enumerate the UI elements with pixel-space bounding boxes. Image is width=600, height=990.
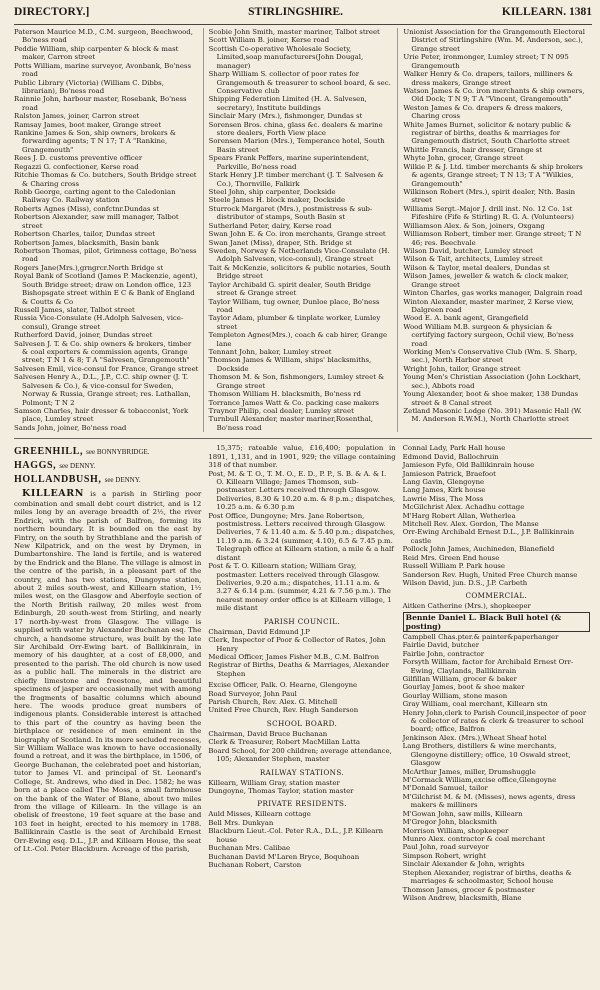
resident-entry: Wilson David, jun. D.S., J.P. Carbeth [402,579,528,587]
killearn-text: is a parish in Stirling poor combination and small debt court district, and is 12 miles long by an average breadth of 2½, the river Endrick, with the parish of Balfron, forming its northern boundary. It is bounded on the east by Fintry, on the south by Strathblane and the parish of New Kilpatrick, and on the west by Drymen, in Dumbartonshire. The land is fertile, and is watered by the Endrick and the Blane. The village is almost in the centre of the parish, in a pleasant part of the country, and has two stations, Dungoyne station, about 2 miles south-west, and Killearn station, 1½ miles west, on the Glasgow and Aberfoyle section of the North British railway, 20 miles west from Edinburgh, 20 south-west from Stirling, and nearly 17 north-by-west from Glasgow. The village is supplied with water by Alexander Buchanan esq. The church, a handsome structure, was built by the late Sir Archibald Orr-Ewing bart. of Ballikinrain, in memory of his daughter, at a cost of £8,000, and presented to the parish. The old church is now used as a public hall. The minerals in the district are chiefly limestone and freestone, and beautiful specimens of jasper are occasionally met with among the fragments of basaltic columns which abound here. The woods produce great numbers of indigenous plants. Considerable interest is attached to this part of the country as having been the birthplace or residence of men eminent in the biography of Scotland. In its more secluded recesses, Sir William Wallace was known to have occasionally found a retreat, and it was the birthplace, in 1506, of George Buchanan, the celebrated poet and historian, tutor to James VI. and principal of St. Leonard's College, St. Andrews, who died in Dec. 1582; he was born at a place called The Moss, a small farmhouse on the bank of the Water of Blane, about two miles from the village of Killearn. In the village is an obelisk of freestone, 19 feet square at the base and 103 feet in height, erected to his memory in 1788. Ballikinrain Castle is the seat of Archibald Ernest Orr-Ewing esq. D.L., J.P. and Killearn House, the seat of Lt.-Col. Peter Blackburn. Acreage of the parish, [14,490,202,854]
directory-entry: Young Men's Christian Association (John Lockhart, sec.), Abbots road [403,373,581,390]
directory-entry: Salvesen Henry A., D.L., J.P., C.C. ship owner (J. T. Salvesen & Co.), & vice-consul for Sweden, Norway & Russia, Grange street; res. Lathallan, Polmont; T N 2 [14,373,191,407]
directory-entry: Watson James & Co. iron merchants & ship owners, Old Dock; T N 9; T A "Vincent, Grangemouth" [403,86,585,104]
directory-entry: Sharp William S. collector of poor rates for Grangemouth & treasurer to school board, & sec. Conservative club [208,70,391,95]
railway-entry: Killearn, William Gray, station master [208,778,340,787]
directory-entry: Wood William M.B. surgeon & physician & certifying factory surgeon, Ochil view, Bo'ness road [403,322,574,348]
place-name: HOLLANDBUSH, [14,474,105,486]
commercial-entry: Fairlie John, contractor [402,649,485,658]
place-name: GREENHILL, [14,446,87,458]
railway-entry: Dungoyne, Thomas Taylor, station master [208,787,354,796]
directory-entry: Salvesen J. T. & Co. ship owners & brokers, timber & coal exporters & commission agents, Grange street; T N 1 & 8; T A "Salvesen, Grangemouth" [14,339,192,365]
see-reference [14,446,201,457]
council-entry: Chairman, David Edmund J.P [208,627,310,636]
directory-entry: Sorensen Bros. china, glass &c. dealers & marine store dealers, Forth View place [208,120,383,138]
directory-entry: Sorensen Marion (Mrs.), Temperance hotel, South Basin street [208,137,385,154]
directory-entry: Rogers Jane(Mrs.),grngrcr.North Bridge st [14,263,164,272]
directory-entry: Williams Sergt.-Major J. drill inst. No. 12 Co. 1st Fifeshire (Fife & Stirling) R. G. A. (Volunteers) [403,204,574,222]
directory-entry: Steel John, ship carpenter, Dockside [208,188,336,197]
commercial-entry: Gray William, coal merchant, Killearn stn [402,700,548,709]
parish-council-heading: PARISH COUNCIL. [263,616,341,626]
directory-entry: Ritchie Thomas & Co. butchers, South Bridge street & Charing cross [14,171,197,188]
directory-entry: Weston James & Co. drapers & dress makers, Charing cross [403,103,563,121]
directory-entry: Tennant John, baker, Lumley street [208,348,332,357]
council-entry: Registrar of Births, Deaths & Marriages, Alexander Stephen [208,661,389,678]
killearn-section [14,444,592,902]
directory-entry: Rees J. D. customs preventive officer [14,154,143,163]
directory-entry: Rainnie John, harbour master, Rosebank, Bo'ness road [14,95,187,112]
council-entry: Medical Officer, James Fisher M.B., C.M. Balfron [208,652,380,661]
commercial-entry: Morrison William, shopkeeper [402,826,509,835]
directory-entry: Taylor William, tug owner, Dunloe place, Bo'ness road [208,297,380,314]
directory-entry: Potts William, marine surveyor, Avonbank, Bo'ness road [14,61,191,79]
official-entry: Road Surveyor, John Paul [208,689,297,698]
resident-entry: Sanderson Rev. Hugh, United Free Church manse [402,570,578,579]
directory-entry: Whittle Francis, hair dresser, Grange st [403,145,543,154]
directory-entry: Steele James H. block maker, Dockside [208,196,346,205]
see-text: see DENNY. [104,476,141,485]
directory-entry: Whyte John, grocer, Grange street [403,154,524,163]
see-reference [14,460,201,471]
commercial-entry: Wilson Andrew, blacksmith, Blane [402,893,522,902]
directory-entry: Sands John, joiner, Bo'ness road [14,423,127,432]
commercial-entry: Thomson James, grocer & postmaster [402,885,535,894]
directory-entry: Wilson David, butcher, Lumley street [403,246,533,255]
directory-entry: Sturrock Margaret (Mrs.), postmistress & sub-distributor of stamps, South Basin st [208,204,373,222]
listing-column-1 [14,28,204,432]
directory-entry: Wilson & Taylor, metal dealers, Dundas st [403,263,550,272]
directory-entry: Royal Bank of Scotland (James P. Mackenzie, agent), South Bridge street; draw on London office, 123 Bishopsgate street within E C & Bank of England & Coutts & Co [14,272,198,306]
directory-entry: Sinclair Mary (Mrs.), fishmonger, Dundas st [208,112,363,121]
page-header [14,6,592,22]
resident-entry: Reid Mrs. Green End house [402,553,500,562]
resident-entry: Pollock John James, Auchineden, Blanefield [402,545,555,554]
resident-entry: Lang James, Kirk house [402,486,486,495]
resident-entry: Edmond David, Ballochruin [402,452,499,461]
see-reference [14,474,201,485]
directory-entry: Winton Alexander, master mariner, 2 Kerse view, Dalgreen road [403,297,574,314]
killearn-column-3 [403,444,592,902]
directory-entry: Wilson & Tait, architects, Lumley street [403,255,543,264]
resident-entry: Orr-Ewing Archibald Ernest D.L., J.P. Ballikinrain castle [402,528,575,545]
header-rule [14,24,592,25]
listing-column-2 [209,28,399,432]
private-residents-continued [403,444,590,587]
private-residents-heading: PRIVATE RESIDENTS. [257,799,347,809]
directory-entry: Thomson William H. blacksmith, Bo'ness rd [208,390,361,399]
directory-entry: Wilson James, jeweller & watch & clock maker, Grange street [403,272,569,289]
commercial-entry: Aitken Catherine (Mrs.), shopkeeper [402,602,531,611]
commercial-entry: Jenkinson Alex. (Mrs.),Wheat Sheaf hotel [402,733,547,742]
commercial-entry: Gourlay James, boot & shoe maker [402,683,525,692]
commercial-entry: M'Gowan John, saw mills, Killearn [402,809,523,818]
population-text: 15,375; rateable value, £16,400; population in 1891, 1,131, and in 1901, 929; the village containing 318 of that number. [208,444,396,470]
commercial-entry: Lang Brothers, distillers & wine merchants, Glengoyne distillery; office, 10 Oswald street, Glasgow [402,742,571,768]
directory-entry: Tait & McKenzie, solicitors & public notaries, South Bridge street [208,263,391,281]
directory-entry: Sweden, Norway & Netherlands Vice-Consulate (H. Adolph Salvesen, vice-consul), Grange street [208,246,390,264]
resident-entry: Jamieson Fyfe, Old Ballikinrain house [402,461,535,470]
header-right: KILLEARN. 1381 [501,6,592,18]
resident-entry: Lang Gavin, Glengoyne [402,477,485,486]
directory-entry: Robertson Charles, tailor, Dundas street [14,230,156,239]
directory-entry: Wilkinson Robert (Mrs.), spirit dealer, Nth. Basin street [403,188,576,205]
directory-entry: Robertson Alexander, saw mill manager, Talbot street [14,213,179,230]
commercial-entry: Paul John, road surveyor [402,843,489,852]
resident-entry: Mitchell Rev. Alex. Gordon, The Manse [402,520,539,529]
resident-entry: Bell Mrs. Dunkyan [208,818,274,827]
official-entry: Parish Church, Rev. Alex. G. Mitchell [208,698,338,707]
directory-entry: Paterson Maurice M.D., C.M. surgeon, Beechwood, Bo'ness road [14,28,193,45]
private-residents-list [208,810,395,869]
resident-entry: Auld Misses, Killearn cottage [208,810,311,819]
directory-entry: Young Alexander, boot & shoe maker, 138 Dundas street & 8 Canal street [403,390,579,407]
school-board-heading: SCHOOL BOARD. [266,718,338,728]
resident-entry: Buchanan Mrs. Calibae [208,844,291,853]
directory-entry: Williamson Robert, timber mer. Grange street; T N 46; res. Beechvale [403,230,582,247]
directory-entry: Taylor Adam, plumber & tinplate worker, Lumley street [208,314,381,331]
directory-entry: Scott William B. joiner, Kerse road [208,36,330,45]
grangemouth-listing [14,28,592,432]
see-text: see DENNY. [59,462,96,471]
directory-entry: Thomson M. & Son, fishmongers, Lumley street & Grange street [208,373,385,390]
directory-entry: Robb George, carting agent to the Caledonian Railway Co. Railway station [14,188,176,205]
directory-entry: Swan John E. & Co. iron merchants, Grange street [208,230,386,239]
directory-entry: White James Burnet, solicitor & notary public & registrar of births, deaths & marriages for Grangemouth district, South Charlotte street [403,120,572,146]
directory-entry: Shipping Federation Limited (H. A. Salvesen, secretary), Institute buildings [208,95,367,112]
directory-entry: Roberts Agnes (Miss), confctnr.Dundas st [14,204,160,213]
railway-heading: RAILWAY STATIONS. [259,767,345,777]
school-entry: Chairman, David Bruce Buchanan [208,729,328,738]
resident-entry: Buchanan David M'Laren Bryce, Boquhoan [208,852,360,861]
header-left: DIRECTORY.] [14,6,90,18]
commercial-entry: McArthur James, miller, Drumshuggle [402,767,536,776]
commercial-entry: M'Gregor John, blacksmith [402,818,497,827]
directory-entry: Russia Vice-Consulate (H.Adolph Salvesen, vice-consul), Grange street [14,314,184,331]
directory-entry: Wright John, tailor, Grange street [403,364,521,373]
see-text: see BONNYBRIDGE. [86,448,150,457]
header-center: STIRLINGSHIRE. [248,6,344,18]
directory-entry: Sutherland Peter, dairy, Kerse road [208,221,332,230]
council-entry: Clerk, Inspector of Poor & Collector of Rates, John Henry [208,636,386,653]
directory-entry: Robertson Thomas, pilot, Grimness cottage, Bo'ness road [14,246,197,264]
post-office-killearn: Post, M. & T. O., T. M. O., E. D., P. P., S. B. & A. & I. O. Killearn Village; James Thomson, sub-postmaster. Letters received through Glasgow. Deliveries, 8.30 & 10.20 a.m. & 8 p.m.; dispatches, 10.25 a.m. & 6.30 p.m [208,469,396,512]
directory-entry: Turnbull Alexander, master mariner,Rosenthal, Bo'ness road [208,415,373,432]
resident-entry: M'Harg Robert Allan, Wetherlea [402,511,516,520]
post-office-station: Post & T. O. Killearn station; William Gray, postmaster. Letters received through Glasgow. Deliveries, 9.20 a.m.; dispatches, 11.11 a.m. & 3.27 & 6.14 p.m. (summer, 4.21 & 7.56 p.m.). The nearest money order office is at Killearn village, 1 mile distant [208,562,392,613]
resident-entry: Jamieson Patrick, Braefoot [402,469,496,478]
killearn-column-2 [208,444,397,902]
directory-entry: Swan Janet (Miss), draper, Sth. Bridge st [208,238,352,247]
school-board-list [208,730,395,764]
directory-entry: Urie Peter, ironmonger, Lumley street; T N 095 Grangemouth [403,53,569,70]
resident-entry: Buchanan Robert, Carston [208,860,302,869]
directory-entry: Winton Charles, gas works manager, Dalgrain road [403,289,583,298]
commercial-entry: M'Donald Samuel, tailor [402,784,488,793]
directory-entry: Regazzi G. confectioner, Kerse road [14,162,139,171]
resident-entry: Russell William P. Park house [402,562,505,571]
directory-entry: Public Library (Victoria) (William C. Dibbs, librarian), Bo'ness road [14,78,164,95]
directory-entry: Ramsay James, boot maker, Grange street [14,120,162,129]
directory-entry: Torrance James Watt & Co. packing case makers [208,398,379,407]
directory-entry: Unionist Association for the Grangemouth Electoral District of Stirlingshire (Wm. M. Anderson, sec.), Grange street [403,28,585,53]
directory-entry: Ralston James, joiner, Carron street [14,112,140,121]
commercial-entry: Gourlay William, stone mason [402,691,508,700]
directory-entry: Williamson Alex. & Son, joiners, Oxgang [403,221,545,230]
commercial-entry: Campbell Chas.pter.& painter&paperhanger [402,632,559,641]
killearn-description [14,488,201,853]
parish-council-list [208,628,395,679]
commercial-entry: Gilfillan William, grocer & baker [402,674,517,683]
directory-entry: Scottish Co-operative Wholesale Society, Limited,soap manufacturers(John Dougal, manager) [208,44,364,70]
commercial-entry: Simpson Robert, wright [402,851,487,860]
directory-entry: Zetland Masonic Lodge (No. 391) Masonic Hall (W. M. Anderson R.W.M.), North Charlotte street [403,406,582,424]
commercial-entry: Bennie Daniel L. Black Bull hotel (& posting) [403,612,590,632]
directory-entry: Peddie William, ship carpenter & block & mast maker, Carron street [14,44,179,62]
directory-entry: Salvesen Emil, vice-consul for France, Grange street [14,364,199,373]
commercial-entry: Fairlie David, butcher [402,641,480,650]
resident-entry: Connal Lady, Park Hall house [402,444,506,453]
commercial-entry: Stephen Alexander, registrar of births, deaths & marriages & schoolmaster, School house [402,868,572,886]
directory-entry: Scobie John Smith, master mariner, Talbot street [208,28,380,36]
directory-entry: Templeton Agnes(Mrs.), coach & cab hirer, Grange lane [208,331,388,348]
school-entry: Board School, for 200 children; average attendance, 105; Alexander Stephen, master [208,746,392,764]
directory-entry: Spears Frank Peffers, marine superintendent, Parkville, Bo'ness road [208,154,369,171]
directory-entry: Rankine James & Son, ship owners, brokers & forwarding agents; T N 17; T A "Rankine, Grangemouth" [14,129,177,154]
directory-entry: Wood E. A. bank agent, Grangefield [403,314,529,323]
killearn-column-1 [14,444,203,902]
directory-entry: Walker Henry & Co. drapers, tailors, milliners & dress makers, Grange street [403,70,573,87]
directory-entry: Working Men's Conservative Club (Wm. S. Sharp, sec.), North Harbor street [403,348,578,365]
see-references [14,446,201,485]
directory-entry: Thomson James & William, ships' blacksmiths, Dockside [208,356,372,373]
commercial-entry: Sinclair Alexander & John, wrights [402,860,525,869]
commercial-entry: Forsyth William, factor for Archibald Ernest Orr-Ewing, Claylands, Ballikinrain [402,658,574,675]
officials-list [208,681,395,715]
killearn-heading: KILLEARN [22,488,85,500]
directory-entry: Samson Charles, hair dresser & tobacconist, York place, Lumley street [14,406,189,424]
post-office-dungoyne: Post Office, Dungoyne; Mrs. Jane Robertson, postmistress. Letters received through Glasgow. Deliveries, 7 & 11.40 a.m. & 5.40 p.m.; dispatches, 11.19 a.m. & 3.24 (summer, 4.10), 6.5 & 7.45 p.m. Telegraph office at Killearn station, a mile & a half distant [208,511,396,562]
commercial-entry: Henry John,clerk to Parish Council,inspector of poor & collector of rates & clerk & treasurer to school board; office, Balfron [402,708,587,734]
directory-entry: Rutherford David, joiner, Dundas street [14,331,153,340]
listing-column-3 [403,28,592,432]
resident-entry: Lawrie Miss, The Moss [402,494,484,503]
directory-entry: Robertson James, blacksmith, Basin bank [14,238,159,247]
school-entry: Clerk & Treasurer, Robert MacMillan Latta [208,738,361,747]
official-entry: Excise Officer, Palk. O. Hearne, Glengoyne [208,681,358,690]
directory-entry: Stark Henry J.P. timber merchant (J. T. Salvesen & Co.), Thornville, Falkirk [208,171,384,188]
commercial-entry: M'Cormack William,excise office,Glengoyne [402,776,557,785]
railway-list [208,779,395,796]
section-divider [14,438,592,439]
official-entry: United Free Church, Rev. Hugh Sanderson [208,706,359,715]
directory-entry: Russell James, slater, Talbot street [14,305,135,314]
directory-entry: Wilkie P. & J. Ltd. timber merchants & ship brokers & agents, Grange street; T N 13; T A "Wilkies, Grangemouth" [403,162,583,188]
directory-entry: Traynor Philip, coal dealer, Lumley street [208,406,354,415]
place-name: HAGGS, [14,460,60,472]
directory-entry: Taylor Archibald G. spirit dealer, South Bridge street & Grange street [208,280,371,298]
resident-entry: Blackburn Lieut.-Col. Peter R.A., D.L., J.P. Killearn house [208,827,384,844]
resident-entry: McGilchrist Alex. Achadhu cottage [402,503,525,512]
commercial-entry: M'Gilchrist M. & M. (Misses), news agents, dress makers & milliners [402,792,576,810]
commercial-entry: Munro Alex. contractor & coal merchant [402,834,545,843]
commercial-heading: COMMERCIAL. [465,591,528,601]
commercial-list [403,602,590,902]
